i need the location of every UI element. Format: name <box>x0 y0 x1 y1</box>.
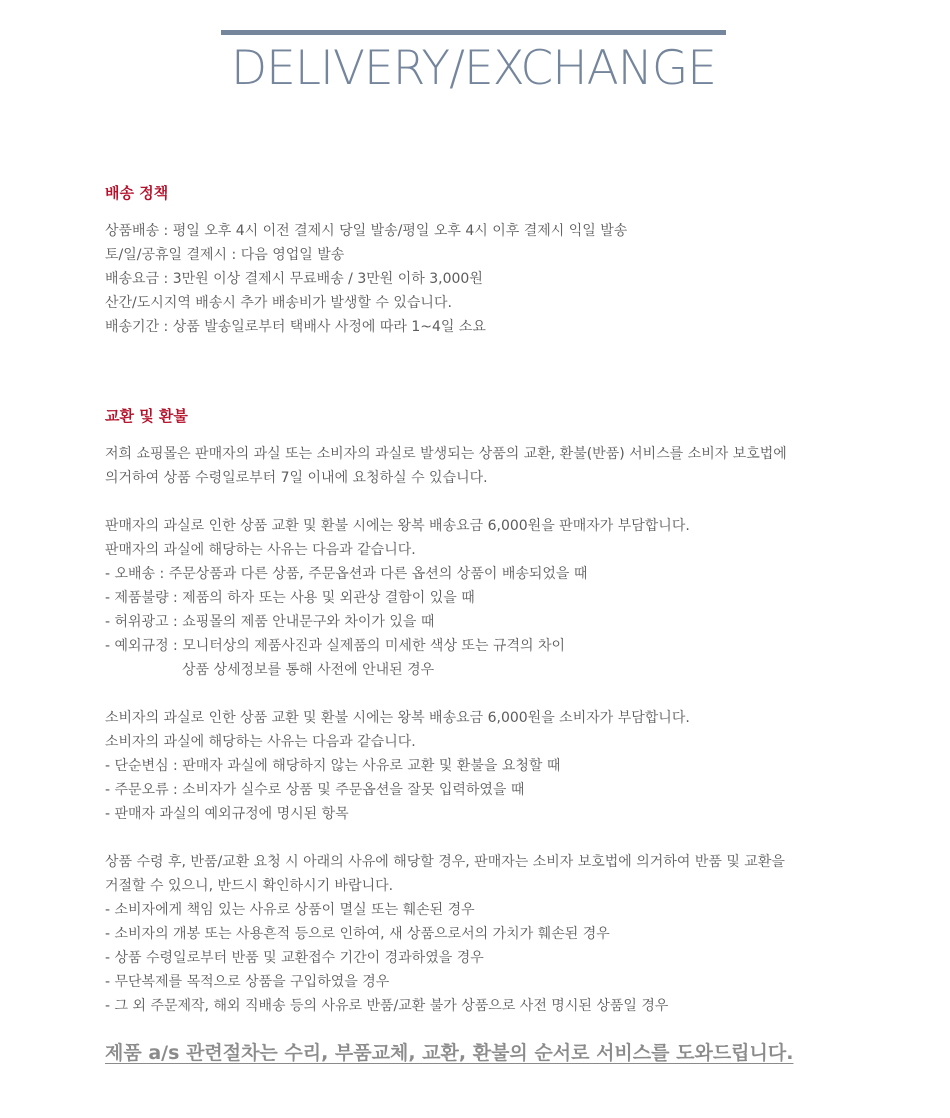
delivery-line: 배송요금 : 3만원 이상 결제시 무료배송 / 3만원 이하 3,000원 <box>105 271 483 287</box>
page-header <box>221 30 726 97</box>
consumer-fault-line: - 판매자 과실의 예외규정에 명시된 항목 <box>105 806 349 822</box>
refusal-line: - 무단복제를 목적으로 상품을 구입하였을 경우 <box>105 974 390 990</box>
consumer-fault-line: 소비자의 과실로 인한 상품 교환 및 환불 시에는 왕복 배송요금 6,000원을 소비자가 부담합니다. <box>105 710 690 726</box>
seller-fault-line: - 오배송 : 주문상품과 다른 상품, 주문옵션과 다른 옵션의 상품이 배송되었을 때 <box>105 566 588 582</box>
refusal-line: - 소비자의 개봉 또는 사용흔적 등으로 인하여, 새 상품으로서의 가치가 훼손된 경우 <box>105 926 610 942</box>
consumer-fault-line: - 주문오류 : 소비자가 실수로 상품 및 주문옵션을 잘못 입력하였을 때 <box>105 782 525 798</box>
paragraph-gap <box>105 682 845 706</box>
seller-fault-line: - 제품불량 : 제품의 하자 또는 사용 및 외관상 결함이 있을 때 <box>105 590 475 606</box>
refusal-line: - 상품 수령일로부터 반품 및 교환접수 기간이 경과하였을 경우 <box>105 950 484 966</box>
refusal-line: 거절할 수 있으니, 반드시 확인하시기 바랍니다. <box>105 878 394 894</box>
delivery-line: 상품배송 : 평일 오후 4시 이전 결제시 당일 발송/평일 오후 4시 이후 결제시 익일 발송 <box>105 223 628 239</box>
delivery-line: 산간/도시지역 배송시 추가 배송비가 발생할 수 있습니다. <box>105 295 452 311</box>
page-title: DELIVERY/EXCHANGE <box>230 41 717 96</box>
consumer-fault-line: 소비자의 과실에 해당하는 사유는 다음과 같습니다. <box>105 734 416 750</box>
paragraph-gap <box>105 826 845 850</box>
as-procedure-note: 제품 a/s 관련절차는 수리, 부품교체, 교환, 환불의 순서로 서비스를 도와드립니다. <box>105 1042 794 1064</box>
title-top-rule <box>221 30 726 35</box>
delivery-policy-heading: 배송 정책 <box>105 184 169 202</box>
seller-fault-line: 판매자의 과실에 해당하는 사유는 다음과 같습니다. <box>105 542 416 558</box>
delivery-line: 배송기간 : 상품 발송일로부터 택배사 사정에 따라 1~4일 소요 <box>105 319 486 335</box>
seller-fault-indent-line: 상품 상세정보를 통해 사전에 안내된 경우 <box>182 662 435 678</box>
paragraph-gap <box>105 490 845 514</box>
exchange-refund-heading: 교환 및 환불 <box>105 407 188 425</box>
consumer-fault-line: - 단순변심 : 판매자 과실에 해당하지 않는 사유로 교환 및 환불을 요청할 때 <box>105 758 561 774</box>
exchange-intro-line: 저희 쇼핑몰은 판매자의 과실 또는 소비자의 과실로 발생되는 상품의 교환, 환불(반품) 서비스를 소비자 보호법에 <box>105 446 787 462</box>
delivery-line: 토/일/공휴일 결제시 : 다음 영업일 발송 <box>105 247 345 263</box>
seller-fault-line: - 예외규정 : 모니터상의 제품사진과 실제품의 미세한 색상 또는 규격의 차이 <box>105 638 565 654</box>
exchange-intro-line: 의거하여 상품 수령일로부터 7일 이내에 요청하실 수 있습니다. <box>105 470 488 486</box>
refusal-line: 상품 수령 후, 반품/교환 요청 시 아래의 사유에 해당할 경우, 판매자는 소비자 보호법에 의거하여 반품 및 교환을 <box>105 854 785 870</box>
refusal-line: - 소비자에게 책임 있는 사유로 상품이 멸실 또는 훼손된 경우 <box>105 902 475 918</box>
exchange-refund-section <box>105 406 845 1018</box>
refusal-line: - 그 외 주문제작, 해외 직배송 등의 사유로 반품/교환 불가 상품으로 사전 명시된 상품일 경우 <box>105 998 669 1014</box>
delivery-policy-section <box>105 183 845 339</box>
seller-fault-line: - 허위광고 : 쇼핑몰의 제품 안내문구와 차이가 있을 때 <box>105 614 435 630</box>
seller-fault-line: 판매자의 과실로 인한 상품 교환 및 환불 시에는 왕복 배송요금 6,000원을 판매자가 부담합니다. <box>105 518 690 534</box>
